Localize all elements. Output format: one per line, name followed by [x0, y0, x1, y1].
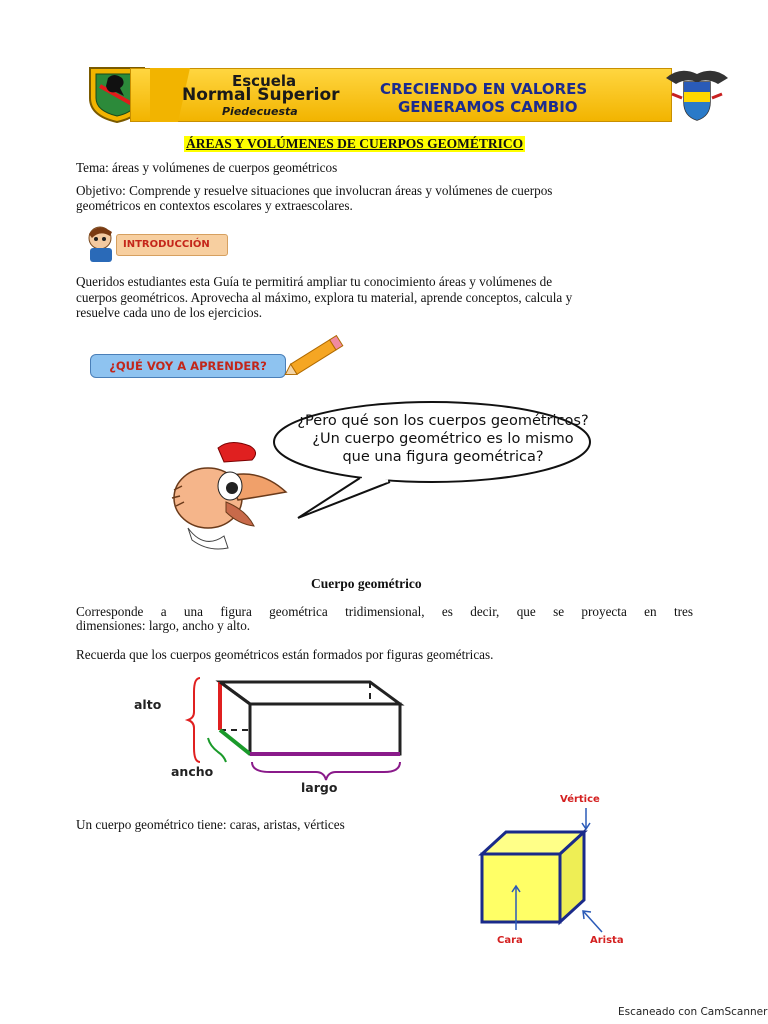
- cuerpo-tiene-text: Un cuerpo geométrico tiene: caras, aristas, vértices: [76, 817, 345, 832]
- slogan-line2: GENERAMOS CAMBIO: [398, 98, 578, 116]
- intro-line3: resuelve cada uno de los ejercicios.: [76, 305, 263, 320]
- cartoon-bird-character: [168, 440, 298, 552]
- label-largo: largo: [301, 780, 338, 795]
- bubble-line3: que una figura geométrica?: [342, 449, 544, 465]
- label-cara: Cara: [497, 935, 523, 946]
- bubble-line2: ¿Un cuerpo geométrico es lo mismo: [312, 431, 574, 447]
- recuerda-text: Recuerda que los cuerpos geométricos están formados por figuras geométricas.: [76, 647, 494, 662]
- label-alto: alto: [134, 697, 162, 712]
- objetivo-line1: Objetivo: Comprende y resuelve situaciones que involucran áreas y volúmenes de cuerpos: [76, 183, 553, 198]
- school-name-line2: Normal Superior: [182, 85, 340, 105]
- slogan-line1: CRECIENDO EN VALORES: [380, 80, 588, 98]
- definition-line1: Corresponde a una figura geométrica tridimensional, es decir, que se proyecta en tres: [76, 604, 693, 619]
- pencil-icon: [280, 334, 350, 378]
- school-name-line1: Escuela: [232, 72, 297, 90]
- introduccion-tag: INTRODUCCIÓN: [116, 234, 228, 256]
- intro-line1: Queridos estudiantes esta Guía te permitirá ampliar tu conocimiento áreas y volúmenes de: [76, 274, 553, 289]
- que-voy-a-aprender-banner: ¿QUÉ VOY A APRENDER?: [90, 354, 286, 378]
- camscanner-watermark: Escaneado con CamScanner: [618, 1006, 768, 1018]
- intro-line2: cuerpos geométricos. Aprovecha al máximo, explora tu material, aprende conceptos, calcula y: [76, 290, 573, 305]
- cube-diagram: [476, 806, 636, 936]
- coat-of-arms-logo: [664, 64, 730, 124]
- label-vertice: Vértice: [560, 794, 600, 805]
- label-ancho: ancho: [171, 764, 214, 779]
- label-arista: Arista: [590, 935, 624, 946]
- definition-line2: dimensiones: largo, ancho y alto.: [76, 618, 251, 633]
- header-banner: [0, 0, 768, 130]
- page-title: ÁREAS Y VOLÚMENES DE CUERPOS GEOMÉTRICO: [186, 136, 524, 151]
- tema-text: Tema: áreas y volúmenes de cuerpos geométricos: [76, 160, 338, 175]
- objetivo-line2: geométricos en contextos escolares y extraescolares.: [76, 198, 353, 213]
- school-city: Piedecuesta: [222, 105, 298, 118]
- student-icon: [84, 224, 120, 264]
- section-title: Cuerpo geométrico: [311, 576, 422, 591]
- prism-diagram: [180, 672, 412, 794]
- bubble-line1: ¿Pero qué son los cuerpos geométricos?: [297, 413, 589, 429]
